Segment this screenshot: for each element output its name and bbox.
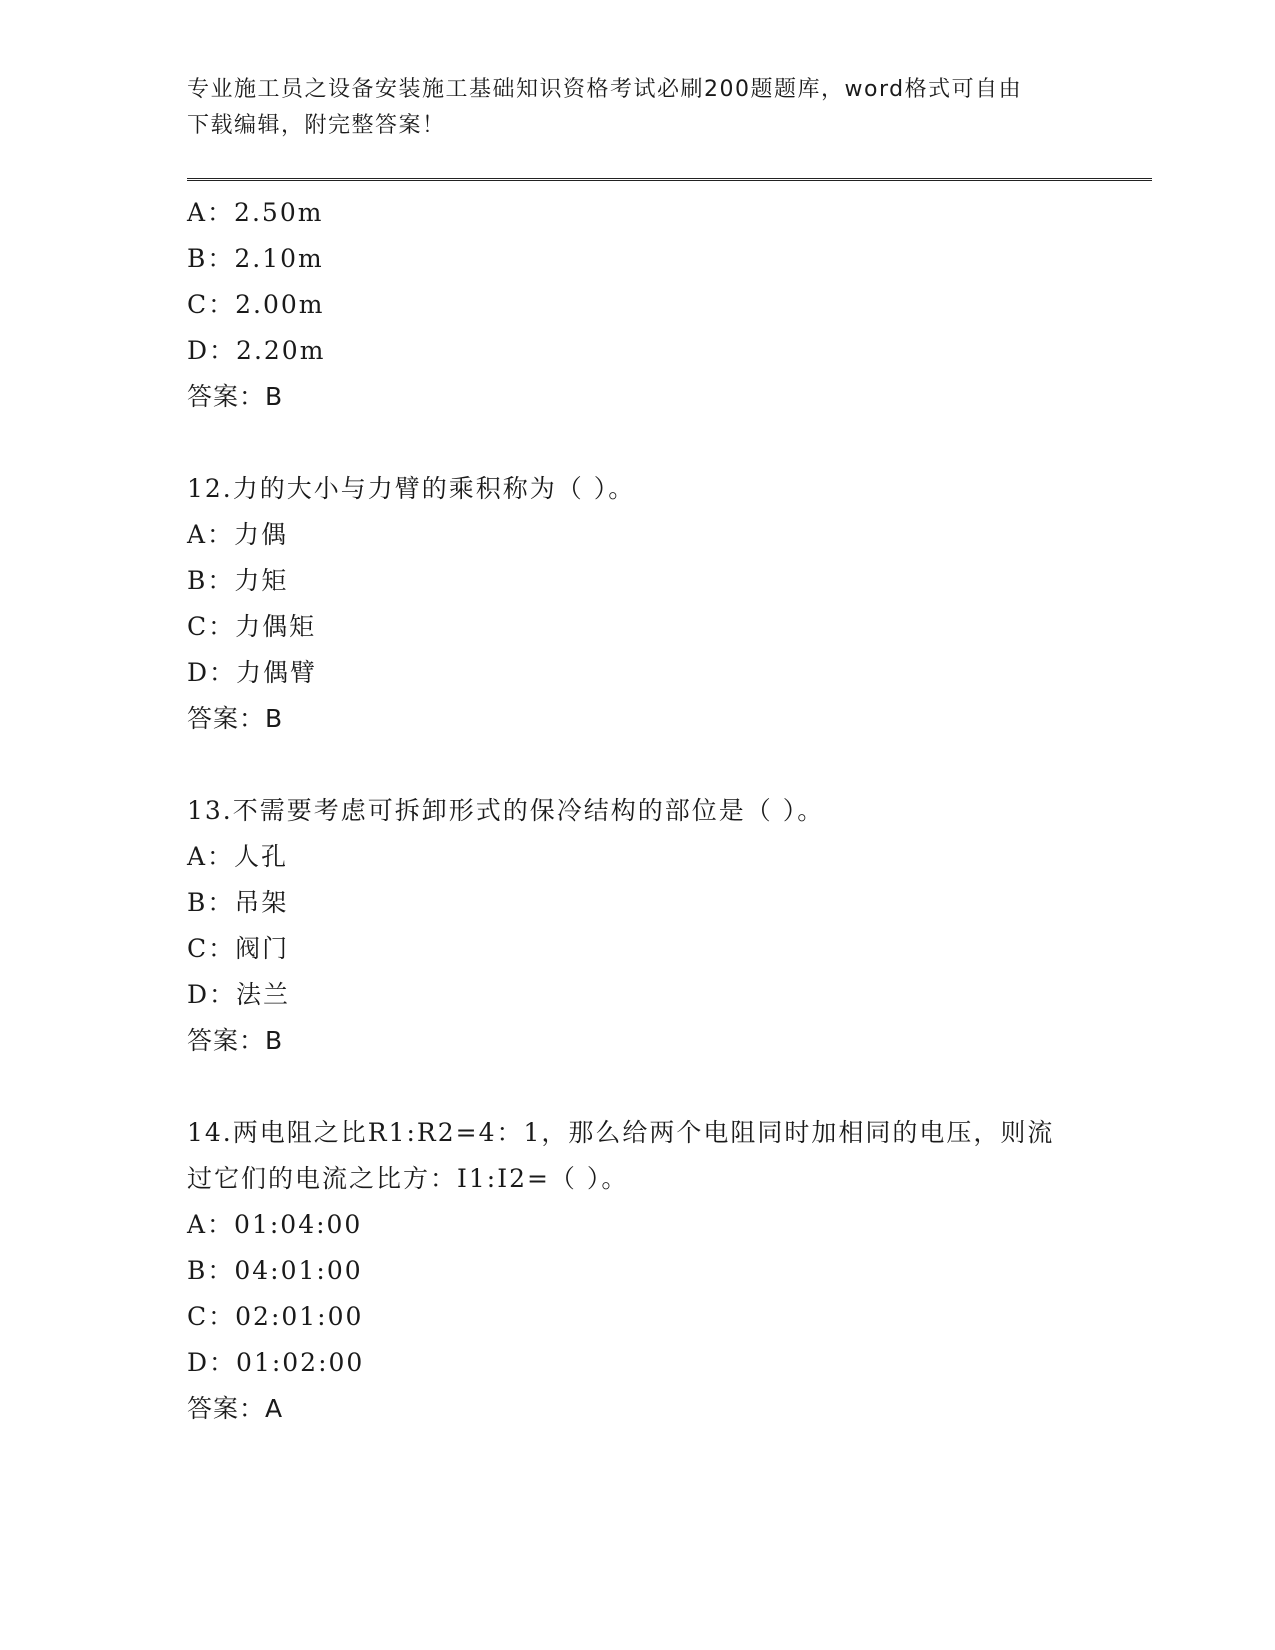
header-title-line-2: 下载编辑，附完整答案！ <box>187 113 446 138</box>
header-title-line-1: 专业施工员之设备安装施工基础知识资格考试必刷200题题库，word格式可自由 <box>187 77 1023 102</box>
option-b: B：04:01:00 <box>187 1256 363 1285</box>
answer: 答案：B <box>187 382 284 411</box>
option-a: A：01:04:00 <box>187 1210 363 1239</box>
option-c: C：阀门 <box>187 934 290 963</box>
question-12 <box>187 466 1087 742</box>
question-stem-line-2: 过它们的电流之比方：I1:I2=（ ）。 <box>187 1164 629 1193</box>
option-d: D：2.20m <box>187 336 326 365</box>
option-c: C：力偶矩 <box>187 612 317 641</box>
option-a: A：力偶 <box>187 520 289 549</box>
document-header <box>187 72 1067 144</box>
option-c: C：02:01:00 <box>187 1302 364 1331</box>
option-b: B：吊架 <box>187 888 289 917</box>
spacer <box>187 742 1087 788</box>
question-14 <box>187 1110 1087 1432</box>
answer: 答案：B <box>187 704 284 733</box>
option-a: A：2.50m <box>187 198 324 227</box>
option-c: C：2.00m <box>187 290 325 319</box>
header-divider <box>187 178 1152 181</box>
option-d: D：力偶臂 <box>187 658 318 687</box>
question-11 <box>187 190 1087 420</box>
question-stem: 12.力的大小与力臂的乘积称为（ ）。 <box>187 474 636 503</box>
spacer <box>187 1064 1087 1110</box>
option-a: A：人孔 <box>187 842 289 871</box>
option-d: D：01:02:00 <box>187 1348 365 1377</box>
answer: 答案：B <box>187 1026 284 1055</box>
question-stem: 13.不需要考虑可拆卸形式的保冷结构的部位是（ ）。 <box>187 796 825 825</box>
answer: 答案：A <box>187 1394 284 1423</box>
question-list <box>187 190 1087 1432</box>
question-13 <box>187 788 1087 1064</box>
option-d: D：法兰 <box>187 980 291 1009</box>
spacer <box>187 420 1087 466</box>
question-stem-line-1: 14.两电阻之比R1:R2=4：1，那么给两个电阻同时加相同的电压，则流 <box>187 1118 1055 1147</box>
option-b: B：力矩 <box>187 566 289 595</box>
option-b: B：2.10m <box>187 244 324 273</box>
